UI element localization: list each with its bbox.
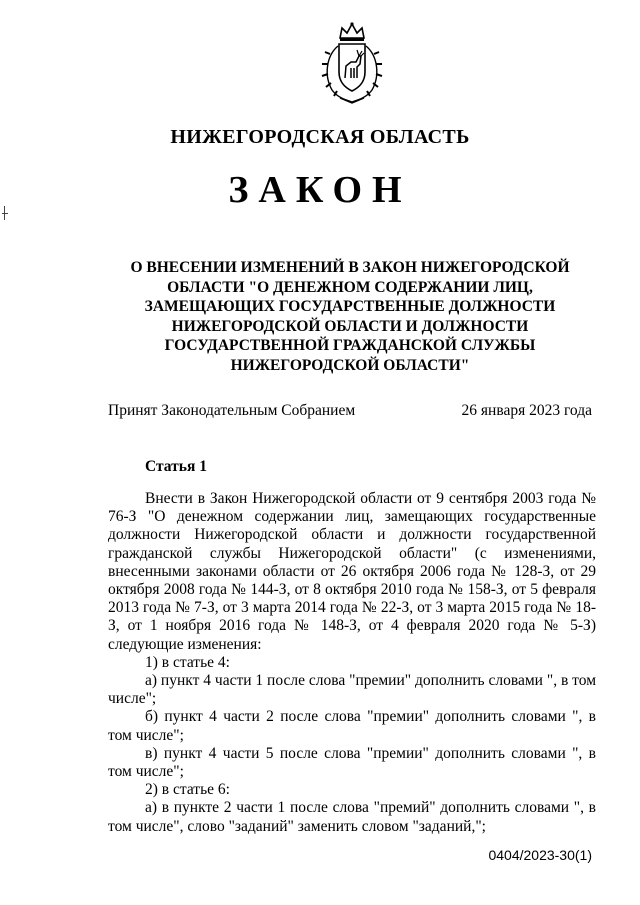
law-title xyxy=(110,258,590,375)
article-paragraph: а) пункт 4 части 1 после слова "премии" дополнить словами ", в том числе"; xyxy=(108,672,596,708)
article-paragraph: 1) в статье 4: xyxy=(145,653,230,671)
article-heading: Статья 1 xyxy=(145,458,207,475)
law-title-line: О ВНЕСЕНИИ ИЗМЕНЕНИЙ В ЗАКОН НИЖЕГОРОДСКОЙ xyxy=(130,259,570,276)
law-title-line: ЗАМЕЩАЮЩИХ ГОСУДАРСТВЕННЫЕ ДОЛЖНОСТИ xyxy=(144,298,556,315)
law-title-line: ГОСУДАРСТВЕННОЙ ГРАЖДАНСКОЙ СЛУЖБЫ xyxy=(164,337,536,354)
article-body xyxy=(108,490,596,836)
coat-of-arms-icon xyxy=(318,20,386,106)
law-title-line: НИЖЕГОРОДСКОЙ ОБЛАСТИ" xyxy=(230,356,470,374)
article-paragraph: а) в пункте 2 части 1 после слова "премий" дополнить словами ", в том числе", слово "заданий" заменить словом "заданий,"; xyxy=(108,799,596,835)
article-paragraph: Внести в Закон Нижегородской области от 9 сентября 2003 года № 76-З "О денежном содержании лиц, замещающих государственные должности Нижегородской области и должности государственной гражданской службы Нижегородской области" (с изменениями, внесенными законами области от 26 октября 2006 года № 128-З, от 29 октября 2008 года № 144-З, от 8 октября 2010 года № 158-З, от 5 февраля 2013 года № 7-З, от 3 марта 2014 года № 22-З, от 3 марта 2015 года № 18-З, от 1 ноября 2016 года № 148-З, от 4 февраля 2020 года № 5-З) следующие изменения: xyxy=(108,490,596,653)
adoption-date: 26 января 2023 года xyxy=(461,402,592,419)
law-title-line: ОБЛАСТИ "О ДЕНЕЖНОМ СОДЕРЖАНИИ ЛИЦ, xyxy=(167,278,533,296)
article-paragraph: в) пункт 4 части 5 после слова "премии" дополнить словами ", в том числе"; xyxy=(108,744,596,781)
adopted-by: Принят Законодательным Собранием xyxy=(108,402,356,419)
region-name: НИЖЕГОРОДСКАЯ ОБЛАСТЬ xyxy=(170,126,470,148)
law-title-line: НИЖЕГОРОДСКОЙ ОБЛАСТИ И ДОЛЖНОСТИ xyxy=(171,317,529,335)
article-paragraph: б) пункт 4 части 2 после слова "премии" дополнить словами ", в том числе"; xyxy=(108,708,596,744)
article-paragraph: 2) в статье 6: xyxy=(145,781,230,799)
document-number: 0404/2023-30(1) xyxy=(488,847,592,863)
document-type-heading: ЗАКОН xyxy=(228,169,412,211)
